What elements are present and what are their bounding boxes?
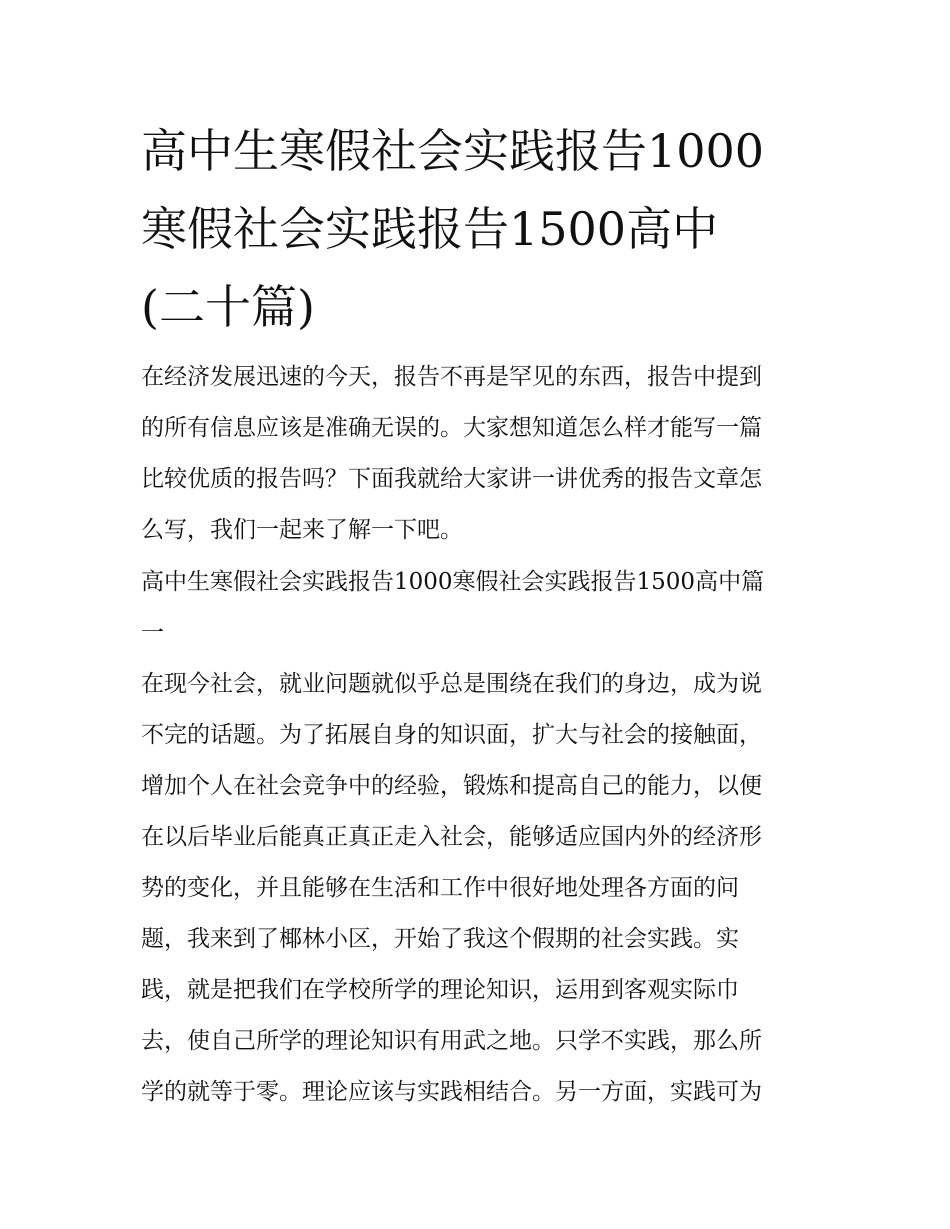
title-line: 寒假社会实践报告1500高中 <box>141 202 719 256</box>
body-line: 践，就是把我们在学校所学的理论知识，运用到客观实际巾 <box>141 977 739 1003</box>
title-line: 高中生寒假社会实践报告1000 <box>141 124 765 178</box>
body-line: 题，我来到了椰林小区，开始了我这个假期的社会实践。实 <box>141 926 739 952</box>
document-title <box>141 112 813 346</box>
body-line: 去，使自己所学的理论知识有用武之地。只学不实践，那么所 <box>141 1028 762 1054</box>
intro-line: 比较优质的报告吗？下面我就给大家讲一讲优秀的报告文章怎 <box>141 466 762 492</box>
body-line: 不完的话题。为了拓展自身的知识面，扩大与社会的接触面， <box>141 722 762 748</box>
intro-paragraph <box>141 352 813 556</box>
body-paragraph <box>141 659 813 1118</box>
body-line: 势的变化，并且能够在生活和工作中很好地处理各方面的问 <box>141 875 739 901</box>
document-page <box>141 112 813 1118</box>
intro-line: 的所有信息应该是准确无误的。大家想知道怎么样才能写一篇 <box>141 415 762 441</box>
body-line: 学的就等于零。理论应该与实践相结合。另一方面，实践可为 <box>141 1079 762 1105</box>
section-heading-line: 高中生寒假社会实践报告1000寒假社会实践报告1500高中篇 <box>141 569 765 595</box>
body-line: 在现今社会，就业问题就似乎总是围绕在我们的身边，成为说 <box>141 671 762 697</box>
section-heading-line: 一 <box>141 620 164 646</box>
body-line: 在以后毕业后能真正真正走入社会，能够适应国内外的经济形 <box>141 824 762 850</box>
body-line: 增加个人在社会竞争中的经验，锻炼和提高自己的能力，以便 <box>141 773 762 799</box>
intro-line: 在经济发展迅速的今天，报告不再是罕见的东西，报告中提到 <box>141 364 762 390</box>
section-heading <box>141 557 813 659</box>
title-line: (二十篇) <box>141 280 315 334</box>
intro-line: 么写，我们一起来了解一下吧。 <box>141 517 463 543</box>
